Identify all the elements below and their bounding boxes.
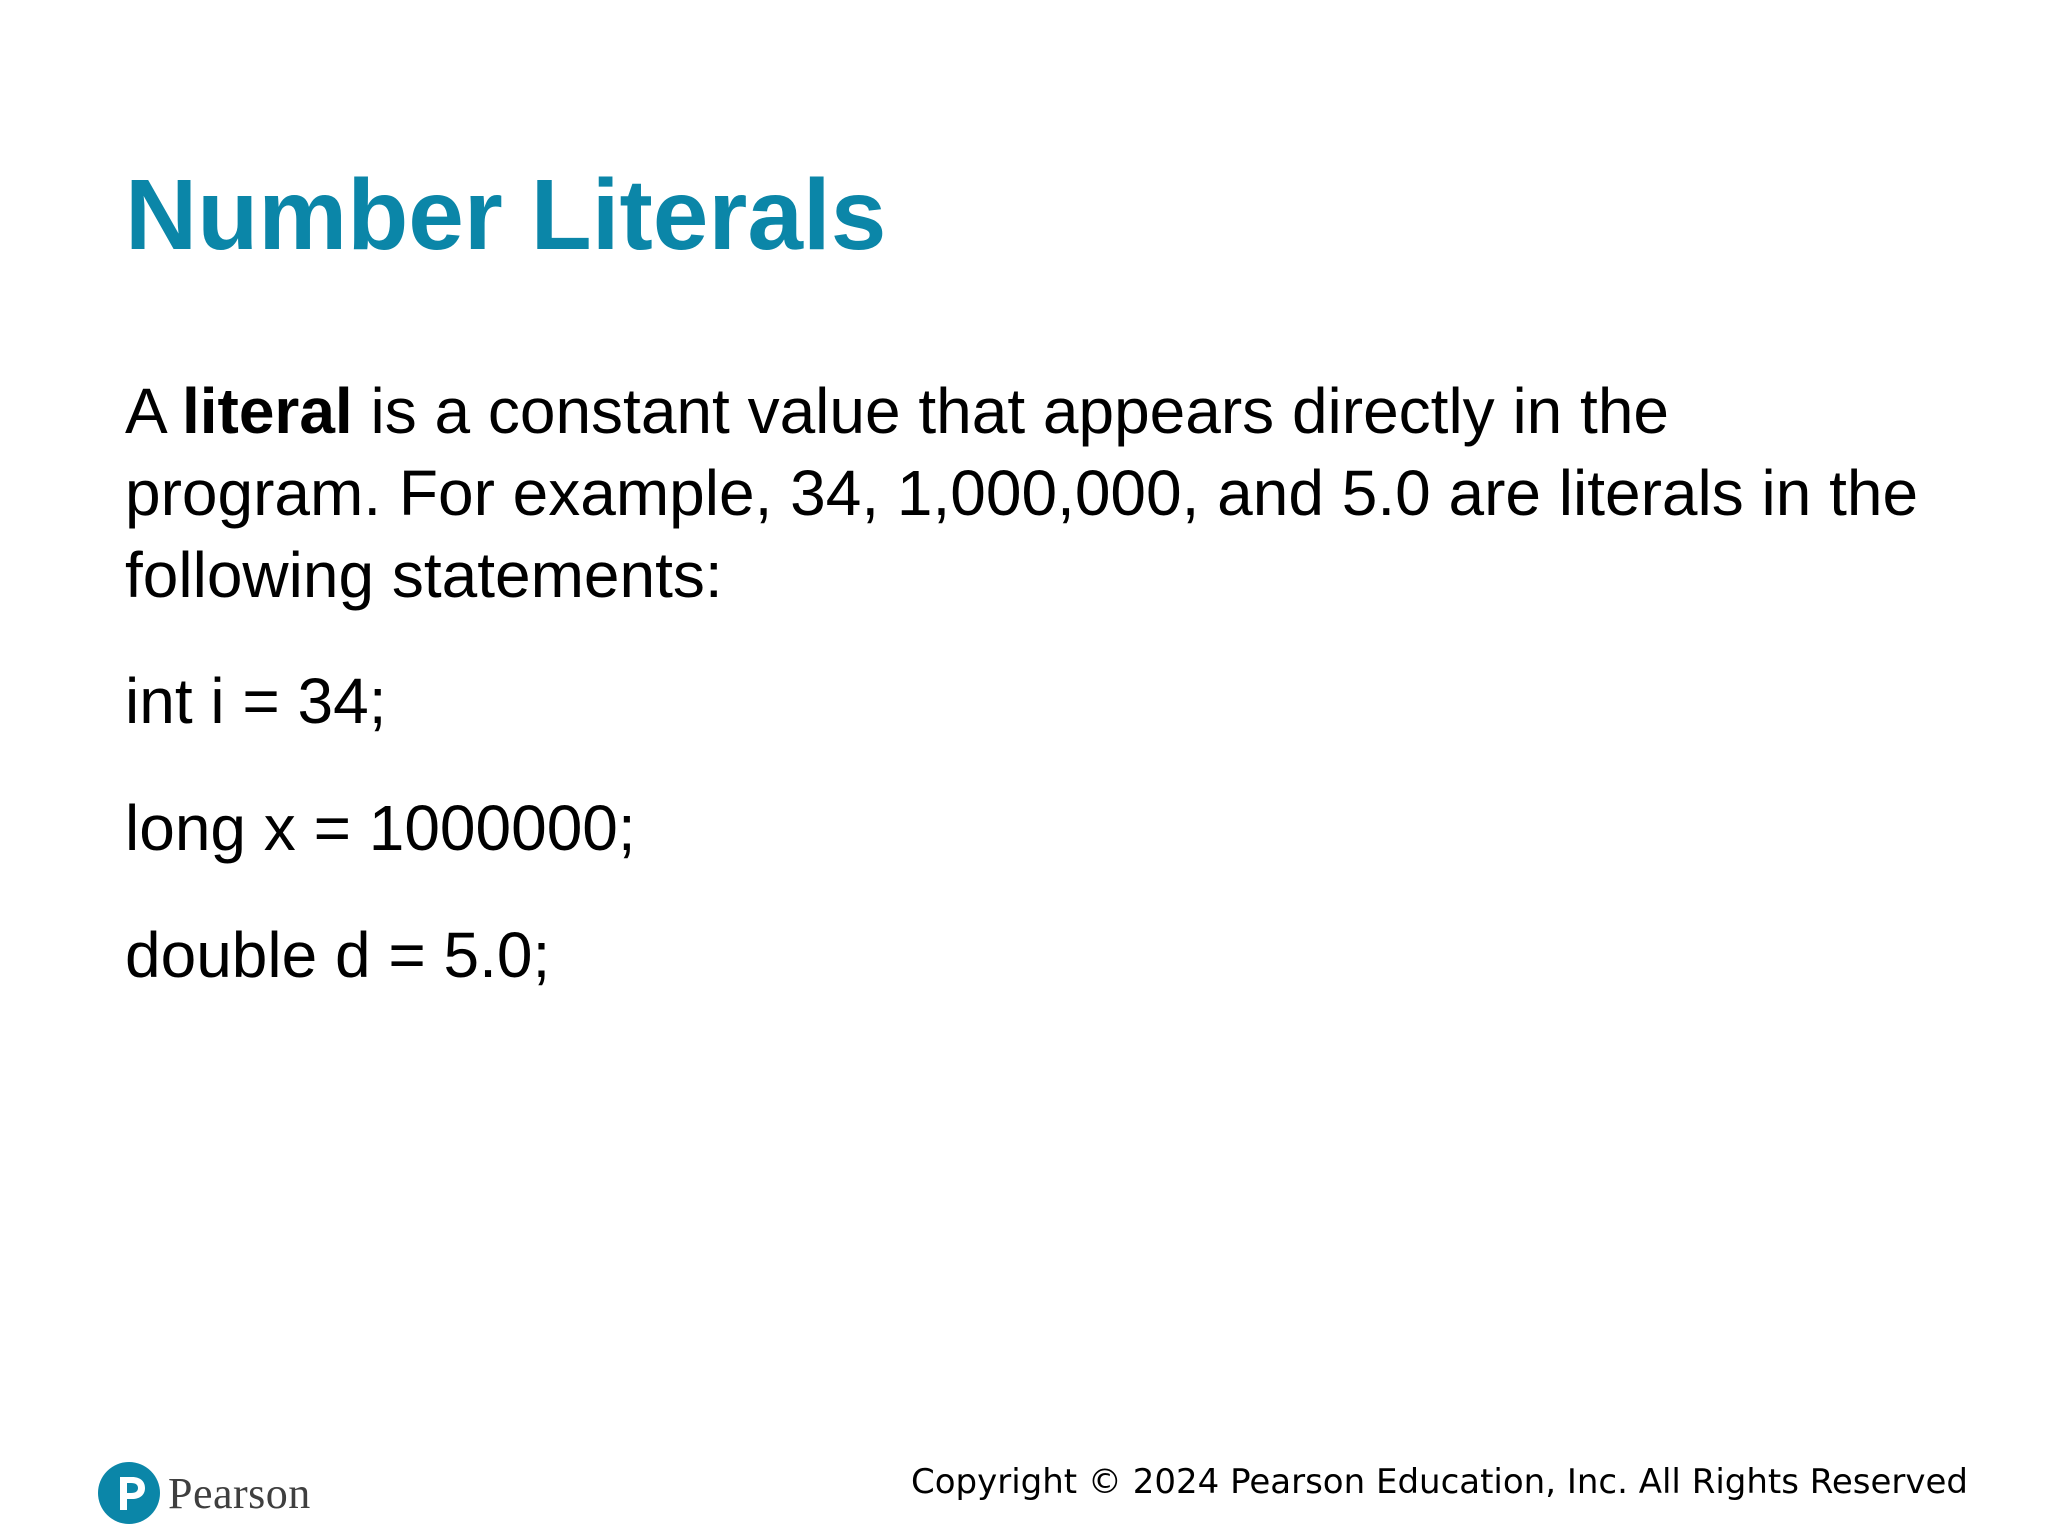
intro-paragraph (125, 370, 1925, 616)
slide-title: Number Literals (125, 159, 887, 271)
slide-body (125, 370, 1925, 1041)
copyright-notice: Copyright © 2024 Pearson Education, Inc. All Rights Reserved (910, 1462, 1968, 1502)
intro-prefix: A (125, 375, 182, 447)
code-line-int: int i = 34; (125, 665, 387, 737)
code-line-double: double d = 5.0; (125, 919, 551, 991)
pearson-p-icon (98, 1462, 160, 1524)
pearson-logo (98, 1458, 311, 1528)
intro-suffix: is a constant value that appears directly in the program. For example, 34, 1,000,000, and 5.0 are literals in the following statements: (125, 375, 1919, 611)
code-line-long: long x = 1000000; (125, 792, 636, 864)
pearson-logo-text: Pearson (168, 1468, 311, 1518)
literal-term: literal (181, 375, 353, 447)
